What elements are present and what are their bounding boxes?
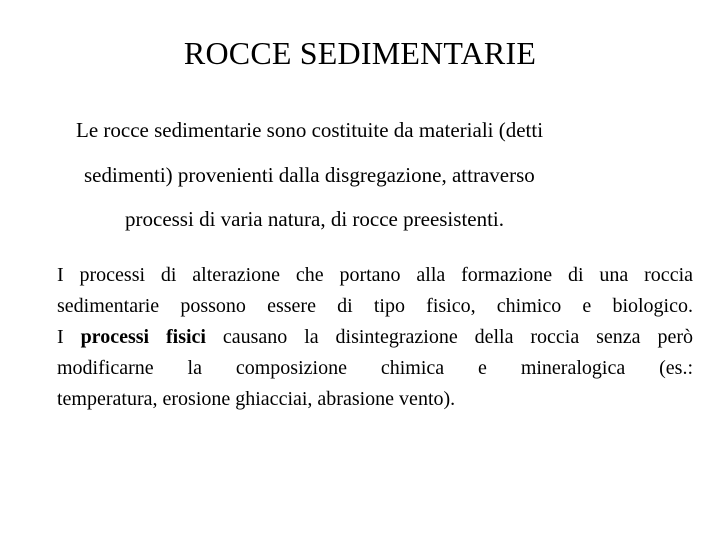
paragraph-line-3-prefix: I — [57, 326, 81, 348]
paragraph-line-2: sedimentarie possono essere di tipo fisico, chimico e biologico. — [57, 295, 693, 317]
intro-line-2: sedimenti) provenienti dalla disgregazione, attraverso — [84, 163, 535, 187]
paragraph-line-3-rest: causano la disintegrazione della roccia senza però — [205, 326, 693, 348]
paragraph-line-3 — [57, 322, 693, 353]
processi-fisici-emphasis: processi fisici — [80, 326, 206, 348]
intro-line-1: Le rocce sedimentarie sono costituite da materiali (detti — [76, 118, 544, 142]
paragraph-line-1: I processi di alterazione che portano alla formazione di una roccia — [57, 264, 693, 286]
paragraph-line-5: temperatura, erosione ghiacciai, abrasione vento). — [57, 388, 456, 410]
paragraph-line-4: modificarne la composizione chimica e mineralogica (es.: — [57, 357, 693, 379]
intro-line-3: processi di varia natura, di rocce preesistenti. — [125, 207, 505, 231]
body-paragraph — [57, 260, 693, 415]
slide-title: ROCCE SEDIMENTARIE — [183, 35, 537, 71]
